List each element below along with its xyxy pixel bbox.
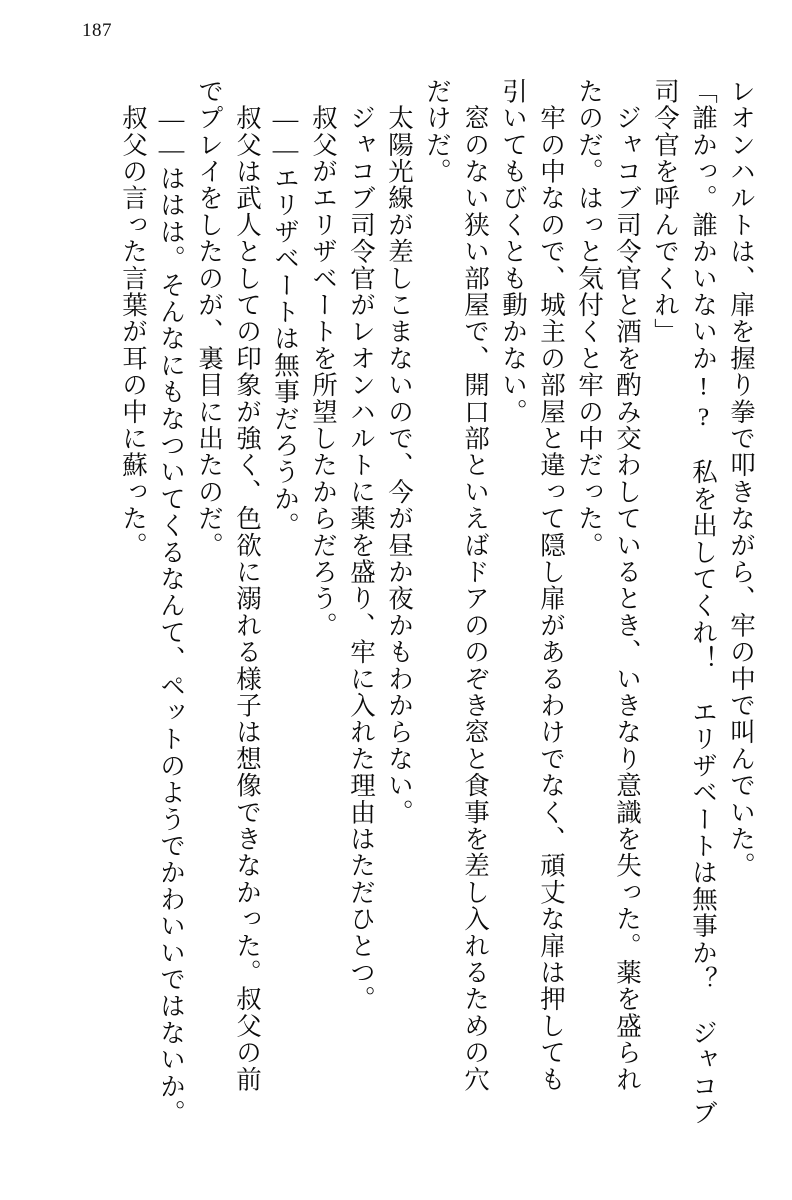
text-line: 叔父は武人としての印象が強く、色欲に溺れる様子は想像できなかった。叔父の前 [233, 78, 262, 1093]
text-line: だけだ。 [423, 78, 452, 185]
vertical-text-body [34, 78, 754, 1168]
text-line: 窓のない狭い部屋で、開口部といえばドアののぞき窓と食事を差し入れるための穴 [461, 78, 490, 1093]
text-line: ――ははは。そんなにもなついてくるなんて、ペットのようでかわいいではないか。 [157, 78, 186, 1127]
text-line: 叔父の言った言葉が耳の中に蘇った。 [119, 78, 148, 559]
text-line: ジャコブ司令官と酒を酌み交わしているとき、いきなり意識を失った。薬を盛られ [613, 78, 642, 1093]
text-line: でプレイをしたのが、裏目に出たのだ。 [195, 78, 224, 559]
text-line: 太陽光線が差しこまないので、今が昼か夜かもわからない。 [385, 78, 414, 826]
text-line: たのだ。はっと気付くと牢の中だった。 [575, 78, 604, 559]
text-line: レオンハルトは、扉を握り拳で叩きながら、牢の中で叫んでいた。 [727, 78, 756, 880]
text-line: 牢の中なので、城主の部屋と違って隠し扉があるわけでなく、頑丈な扉は押しても [537, 78, 566, 1093]
page-number: 187 [82, 20, 112, 41]
text-line: 引いてもびくとも動かない。 [499, 78, 528, 426]
text-line: ――エリザベートは無事だろうか。 [271, 78, 300, 539]
text-line: 「誰かっ。誰かいないか!? 私を出してくれ！ エリザベートは無事か？ ジャコブ [689, 78, 718, 1127]
text-line: 叔父がエリザベートを所望したからだろう。 [309, 78, 338, 639]
text-line: ジャコブ司令官がレオンハルトに薬を盛り、牢に入れた理由はただひとつ。 [347, 78, 376, 1013]
text-line: 司令官を呼んでくれ」 [651, 78, 680, 345]
